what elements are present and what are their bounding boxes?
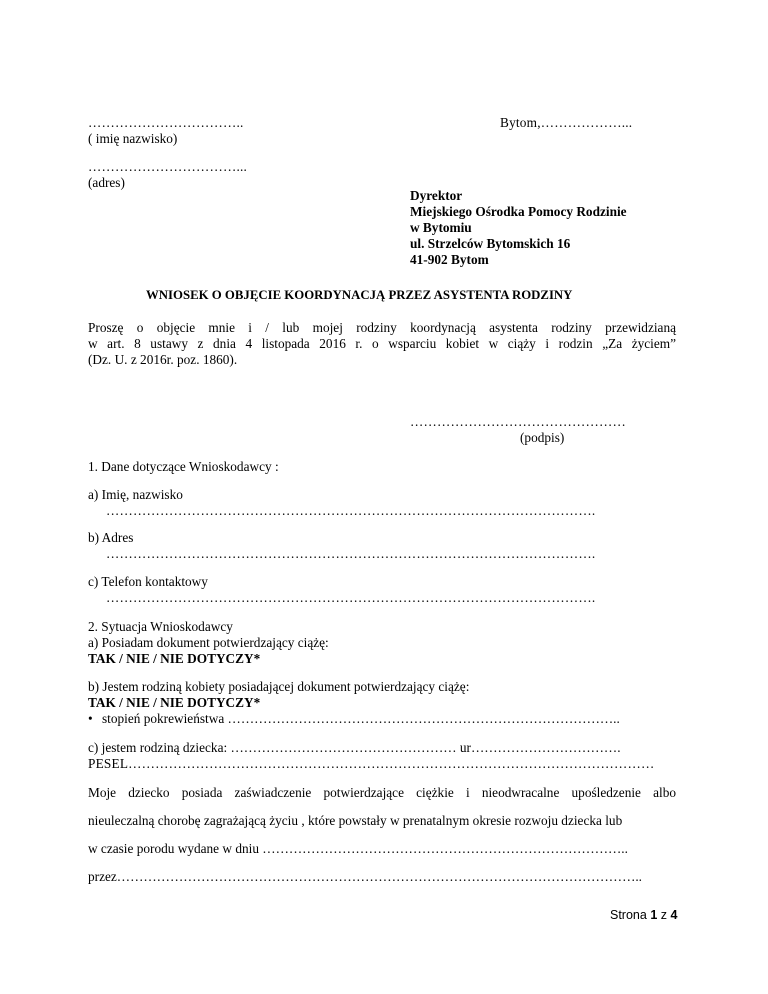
section2-a-label: a) Posiadam dokument potwierdzający ciążę:	[88, 635, 329, 650]
recipient-line-3: w Bytomiu	[410, 220, 472, 235]
child-line-2: nieuleczalną chorobę zagrażającą życiu , które powstały w prenatalnym okresie rozwoju dziecka lub	[88, 813, 623, 828]
section2-c-line: c) jestem rodziną dziecka: …………………………………………… ur…………………………….	[88, 740, 621, 755]
recipient-line-2: Miejskiego Ośrodka Pomocy Rodzinie	[410, 204, 627, 219]
section2-a-options: TAK / NIE / NIE DOTYCZY*	[88, 651, 261, 666]
child-line-1: Moje dziecko posiada zaświadczenie potwierdzające ciężkie i nieodwracalne upośledzenie albo	[88, 785, 676, 800]
field-phone-label: c) Telefon kontaktowy	[88, 574, 208, 589]
section2-heading: 2. Sytuacja Wnioskodawcy	[88, 619, 233, 634]
recipient-line-4: ul. Strzelców Bytomskich 16	[410, 236, 571, 251]
recipient-line-1: Dyrektor	[410, 188, 463, 203]
field-address-dots: ……………………………………………………………………………………………….	[106, 546, 596, 561]
document-title: WNIOSEK O OBJĘCIE KOORDYNACJĄ PRZEZ ASYSTENTA RODZINY	[146, 288, 573, 302]
bullet-icon: •	[88, 711, 93, 726]
signature-label: (podpis)	[520, 430, 565, 445]
footer-prefix: Strona	[610, 908, 651, 922]
intro-line-3: (Dz. U. z 2016r. poz. 1860).	[88, 352, 238, 367]
intro-line-2: w art. 8 ustawy z dnia 4 listopada 2016 r. o wsparciu kobiet w ciąży i rodzin „Za życiem”	[88, 336, 676, 351]
section2-b-options: TAK / NIE / NIE DOTYCZY*	[88, 695, 261, 710]
field-name-dots: ……………………………………………………………………………………………….	[106, 503, 596, 518]
name-label: ( imię nazwisko)	[88, 131, 178, 146]
address-dots: ……………………………...	[88, 159, 248, 174]
section1-heading: 1. Dane dotyczące Wnioskodawcy :	[88, 459, 279, 474]
place-date: Bytom,………………...	[500, 115, 633, 130]
footer-total: 4	[670, 908, 678, 922]
intro-line-1: Proszę o objęcie mnie i / lub mojej rodziny koordynacją asystenta rodziny przewidzianą	[88, 320, 676, 335]
recipient-line-5: 41-902 Bytom	[410, 252, 489, 267]
field-name-label: a) Imię, nazwisko	[88, 487, 183, 502]
child-line-4: przez………………………………………………………………………………………………………..	[88, 869, 643, 884]
section2-b-label: b) Jestem rodziną kobiety posiadającej dokument potwierdzający ciążę:	[88, 679, 470, 694]
field-phone-dots: ……………………………………………………………………………………………….	[106, 590, 596, 605]
field-address-label: b) Adres	[88, 530, 134, 545]
footer-sep: z	[657, 908, 671, 922]
footer-page: 1	[650, 908, 658, 922]
section2-b-relation	[88, 711, 620, 727]
name-dots: ……………………………..	[88, 115, 244, 130]
relation-text: stopień pokrewieństwa ……………………………………………………………………………..	[102, 711, 620, 726]
address-label: (adres)	[88, 175, 125, 190]
signature-dots: …………………………………………	[410, 414, 626, 429]
page-footer	[610, 907, 677, 923]
section2-c-pesel: PESEL………………………………………………………………………………………………………	[88, 756, 655, 771]
child-line-3: w czasie porodu wydane w dniu ………………………………………………………………………..	[88, 841, 628, 856]
